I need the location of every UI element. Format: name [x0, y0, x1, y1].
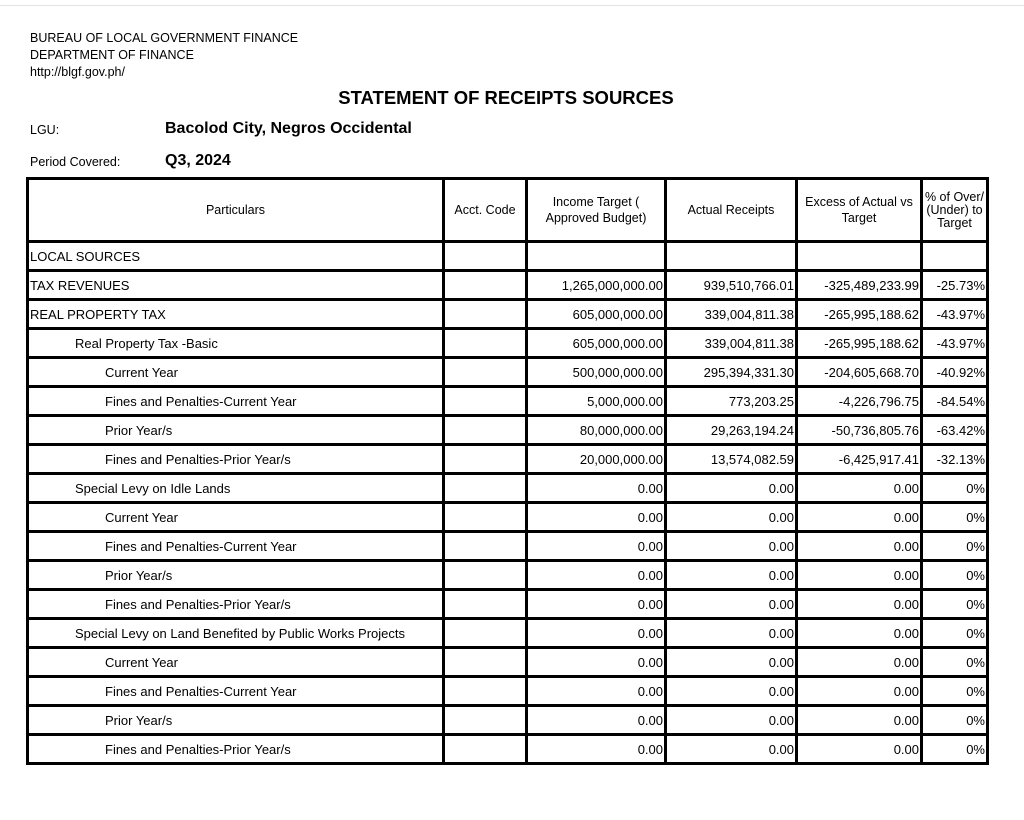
cell-particulars: LOCAL SOURCES — [28, 242, 444, 271]
cell-excess: 0.00 — [797, 735, 922, 764]
cell-pct: 0% — [922, 532, 988, 561]
cell-excess: 0.00 — [797, 561, 922, 590]
table-row — [28, 590, 988, 619]
table-row — [28, 416, 988, 445]
table-row — [28, 706, 988, 735]
cell-actual-receipts: 0.00 — [666, 474, 797, 503]
cell-actual-receipts: 0.00 — [666, 706, 797, 735]
cell-actual-receipts: 0.00 — [666, 619, 797, 648]
cell-excess: -265,995,188.62 — [797, 300, 922, 329]
cell-excess: 0.00 — [797, 648, 922, 677]
table-row — [28, 503, 988, 532]
cell-actual-receipts: 339,004,811.38 — [666, 329, 797, 358]
cell-income-target: 20,000,000.00 — [527, 445, 666, 474]
cell-actual-receipts: 0.00 — [666, 648, 797, 677]
cell-acct-code — [444, 242, 527, 271]
table-row — [28, 242, 988, 271]
cell-pct: 0% — [922, 648, 988, 677]
col-header-excess: Excess of Actual vs Target — [797, 179, 922, 242]
cell-particulars: Prior Year/s — [28, 561, 444, 590]
table-row — [28, 619, 988, 648]
table-row — [28, 561, 988, 590]
cell-pct: 0% — [922, 590, 988, 619]
cell-income-target: 0.00 — [527, 503, 666, 532]
cell-income-target: 0.00 — [527, 619, 666, 648]
cell-particulars: REAL PROPERTY TAX — [28, 300, 444, 329]
cell-pct: 0% — [922, 706, 988, 735]
col-header-actual-receipts: Actual Receipts — [666, 179, 797, 242]
col-header-income-target: Income Target ( Approved Budget) — [527, 179, 666, 242]
cell-income-target: 0.00 — [527, 590, 666, 619]
cell-pct: -32.13% — [922, 445, 988, 474]
cell-actual-receipts: 13,574,082.59 — [666, 445, 797, 474]
table-row — [28, 677, 988, 706]
cell-excess: -265,995,188.62 — [797, 329, 922, 358]
cell-income-target: 80,000,000.00 — [527, 416, 666, 445]
cell-particulars: Fines and Penalties-Prior Year/s — [28, 735, 444, 764]
col-header-pct: % of Over/ (Under) to Target — [922, 179, 988, 242]
col-header-particulars: Particulars — [28, 179, 444, 242]
cell-pct: -43.97% — [922, 300, 988, 329]
cell-particulars: Current Year — [28, 503, 444, 532]
cell-pct: -40.92% — [922, 358, 988, 387]
cell-particulars: Fines and Penalties-Prior Year/s — [28, 590, 444, 619]
cell-acct-code — [444, 300, 527, 329]
cell-acct-code — [444, 619, 527, 648]
top-divider — [0, 5, 1024, 6]
cell-excess: 0.00 — [797, 532, 922, 561]
cell-particulars: Prior Year/s — [28, 706, 444, 735]
cell-excess: 0.00 — [797, 619, 922, 648]
lgu-value: Bacolod City, Negros Occidental — [165, 120, 412, 137]
cell-excess: 0.00 — [797, 474, 922, 503]
cell-acct-code — [444, 358, 527, 387]
cell-income-target: 605,000,000.00 — [527, 329, 666, 358]
cell-pct: -25.73% — [922, 271, 988, 300]
cell-income-target — [527, 242, 666, 271]
cell-income-target: 0.00 — [527, 706, 666, 735]
cell-particulars: Fines and Penalties-Current Year — [28, 532, 444, 561]
table-row — [28, 445, 988, 474]
cell-income-target: 0.00 — [527, 677, 666, 706]
cell-actual-receipts: 339,004,811.38 — [666, 300, 797, 329]
table-row — [28, 300, 988, 329]
cell-income-target: 1,265,000,000.00 — [527, 271, 666, 300]
cell-income-target: 0.00 — [527, 735, 666, 764]
cell-excess: 0.00 — [797, 590, 922, 619]
cell-particulars: Special Levy on Idle Lands — [28, 474, 444, 503]
cell-particulars: Fines and Penalties-Prior Year/s — [28, 445, 444, 474]
table-row — [28, 474, 988, 503]
cell-particulars: Fines and Penalties-Current Year — [28, 677, 444, 706]
lgu-label: LGU: — [30, 123, 60, 137]
department-name: DEPARTMENT OF FINANCE — [30, 48, 194, 62]
col-header-acct-code: Acct. Code — [444, 179, 527, 242]
cell-particulars: Current Year — [28, 358, 444, 387]
cell-acct-code — [444, 445, 527, 474]
cell-acct-code — [444, 416, 527, 445]
cell-acct-code — [444, 532, 527, 561]
cell-pct: -43.97% — [922, 329, 988, 358]
cell-pct: 0% — [922, 474, 988, 503]
cell-pct: 0% — [922, 561, 988, 590]
cell-pct — [922, 242, 988, 271]
cell-acct-code — [444, 329, 527, 358]
cell-actual-receipts: 0.00 — [666, 532, 797, 561]
table-row — [28, 735, 988, 764]
cell-actual-receipts: 0.00 — [666, 503, 797, 532]
cell-excess: -325,489,233.99 — [797, 271, 922, 300]
cell-actual-receipts: 939,510,766.01 — [666, 271, 797, 300]
cell-particulars: Real Property Tax -Basic — [28, 329, 444, 358]
cell-pct: 0% — [922, 735, 988, 764]
table-body — [28, 242, 988, 764]
cell-excess — [797, 242, 922, 271]
cell-income-target: 0.00 — [527, 648, 666, 677]
table-header-row — [28, 179, 988, 242]
cell-pct: 0% — [922, 503, 988, 532]
cell-actual-receipts: 773,203.25 — [666, 387, 797, 416]
cell-excess: 0.00 — [797, 706, 922, 735]
cell-income-target: 5,000,000.00 — [527, 387, 666, 416]
cell-actual-receipts: 295,394,331.30 — [666, 358, 797, 387]
cell-actual-receipts: 0.00 — [666, 561, 797, 590]
cell-excess: 0.00 — [797, 503, 922, 532]
cell-acct-code — [444, 387, 527, 416]
table-row — [28, 329, 988, 358]
cell-actual-receipts: 29,263,194.24 — [666, 416, 797, 445]
cell-acct-code — [444, 706, 527, 735]
cell-actual-receipts — [666, 242, 797, 271]
cell-excess: -204,605,668.70 — [797, 358, 922, 387]
cell-excess: -4,226,796.75 — [797, 387, 922, 416]
cell-excess: -50,736,805.76 — [797, 416, 922, 445]
table-row — [28, 532, 988, 561]
cell-pct: -63.42% — [922, 416, 988, 445]
cell-actual-receipts: 0.00 — [666, 735, 797, 764]
cell-particulars: Fines and Penalties-Current Year — [28, 387, 444, 416]
period-label: Period Covered: — [30, 155, 121, 169]
cell-pct: 0% — [922, 619, 988, 648]
cell-acct-code — [444, 561, 527, 590]
cell-particulars: TAX REVENUES — [28, 271, 444, 300]
bureau-name: BUREAU OF LOCAL GOVERNMENT FINANCE — [30, 31, 299, 45]
cell-income-target: 605,000,000.00 — [527, 300, 666, 329]
website-link[interactable]: http://blgf.gov.ph/ — [30, 65, 125, 79]
cell-income-target: 0.00 — [527, 474, 666, 503]
cell-income-target: 0.00 — [527, 532, 666, 561]
cell-acct-code — [444, 735, 527, 764]
cell-acct-code — [444, 677, 527, 706]
table-row — [28, 648, 988, 677]
table-row — [28, 387, 988, 416]
cell-actual-receipts: 0.00 — [666, 590, 797, 619]
cell-income-target: 500,000,000.00 — [527, 358, 666, 387]
cell-acct-code — [444, 648, 527, 677]
cell-particulars: Prior Year/s — [28, 416, 444, 445]
cell-income-target: 0.00 — [527, 561, 666, 590]
page-title: STATEMENT OF RECEIPTS SOURCES — [338, 87, 674, 108]
cell-pct: -84.54% — [922, 387, 988, 416]
cell-acct-code — [444, 590, 527, 619]
table-row — [28, 271, 988, 300]
cell-acct-code — [444, 503, 527, 532]
cell-particulars: Special Levy on Land Benefited by Public Works Projects — [28, 619, 444, 648]
cell-excess: 0.00 — [797, 677, 922, 706]
period-value: Q3, 2024 — [165, 152, 231, 169]
receipts-table — [26, 177, 989, 765]
cell-actual-receipts: 0.00 — [666, 677, 797, 706]
cell-acct-code — [444, 474, 527, 503]
cell-acct-code — [444, 271, 527, 300]
cell-pct: 0% — [922, 677, 988, 706]
cell-particulars: Current Year — [28, 648, 444, 677]
cell-excess: -6,425,917.41 — [797, 445, 922, 474]
table-row — [28, 358, 988, 387]
